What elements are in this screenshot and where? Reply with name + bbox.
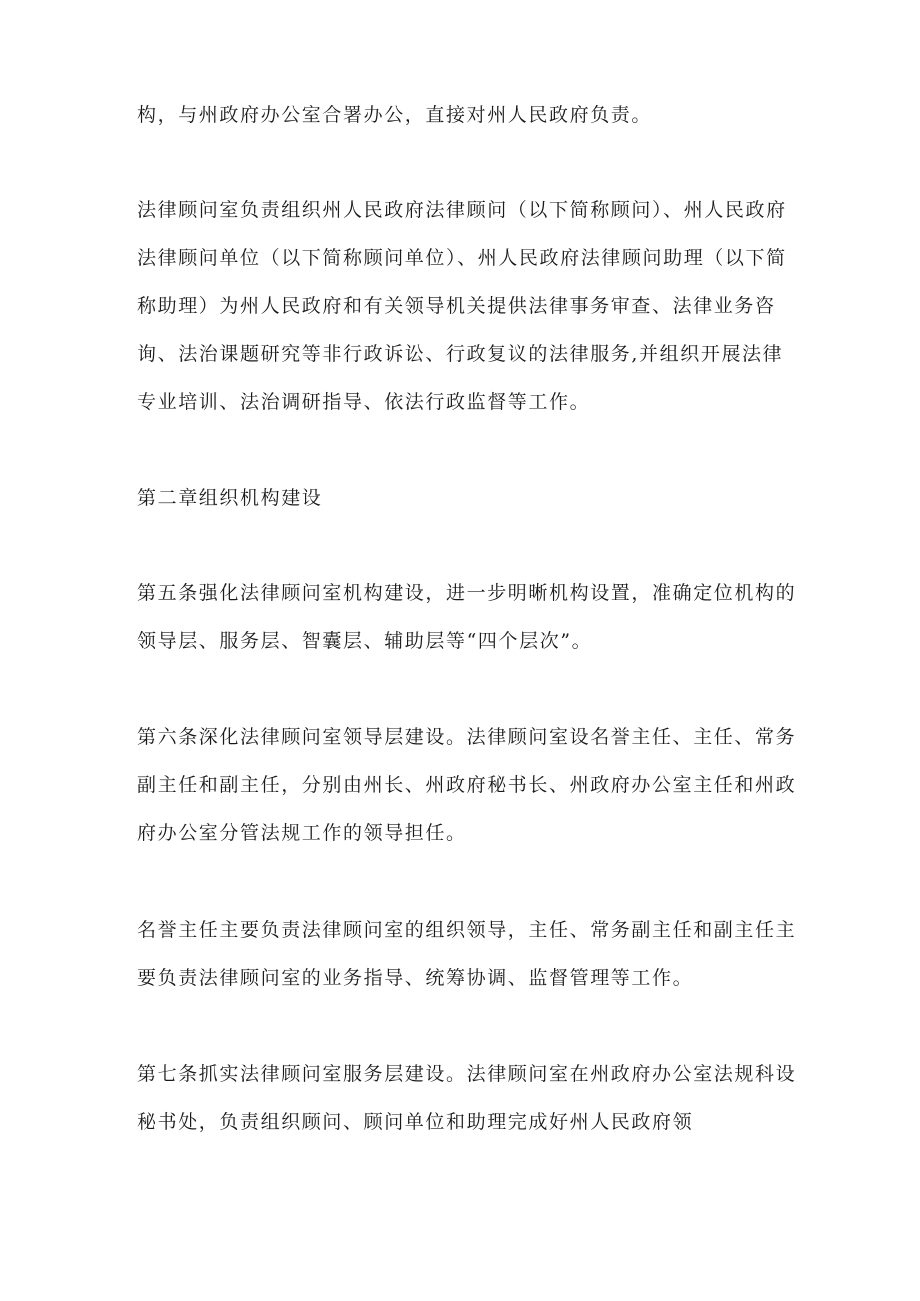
paragraph-continuation: 构，与州政府办公室合署办公，直接对州人民政府负责。	[137, 104, 653, 126]
chapter-heading: 第二章组织机构建设	[137, 487, 323, 509]
article-6: 第六条深化法律顾问室领导层建设。法律顾问室设名誉主任、主任、常务副主任和副主任，分别由州长、州政府秘书长、州政府办公室主任和州政府办公室分管法规工作的领导担任。	[137, 726, 797, 844]
article-7: 第七条抓实法律顾问室服务层建设。法律顾问室在州政府办公室法规科设秘书处，负责组织顾问、顾问单位和助理完成好州人民政府领	[137, 1063, 797, 1133]
paragraph-legal-office-duties: 法律顾问室负责组织州人民政府法律顾问（以下简称顾问）、州人民政府法律顾问单位（以下简称顾问单位）、州人民政府法律顾问助理（以下简称助理）为州人民政府和有关领导机关提供法律事务审查、法律业务咨询、法治课题研究等非行政诉讼、行政复议的法律服务,并组织开展法律专业培训、法治调研指导、依法行政监督等工作。	[137, 199, 787, 413]
paragraph-director-duties: 名誉主任主要负责法律顾问室的组织领导，主任、常务副主任和副主任主要负责法律顾问室的业务指导、统筹协调、监督管理等工作。	[137, 919, 797, 989]
article-5: 第五条强化法律顾问室机构建设，进一步明晰机构设置，准确定位机构的领导层、服务层、智囊层、辅助层等“四个层次”。	[137, 582, 797, 652]
